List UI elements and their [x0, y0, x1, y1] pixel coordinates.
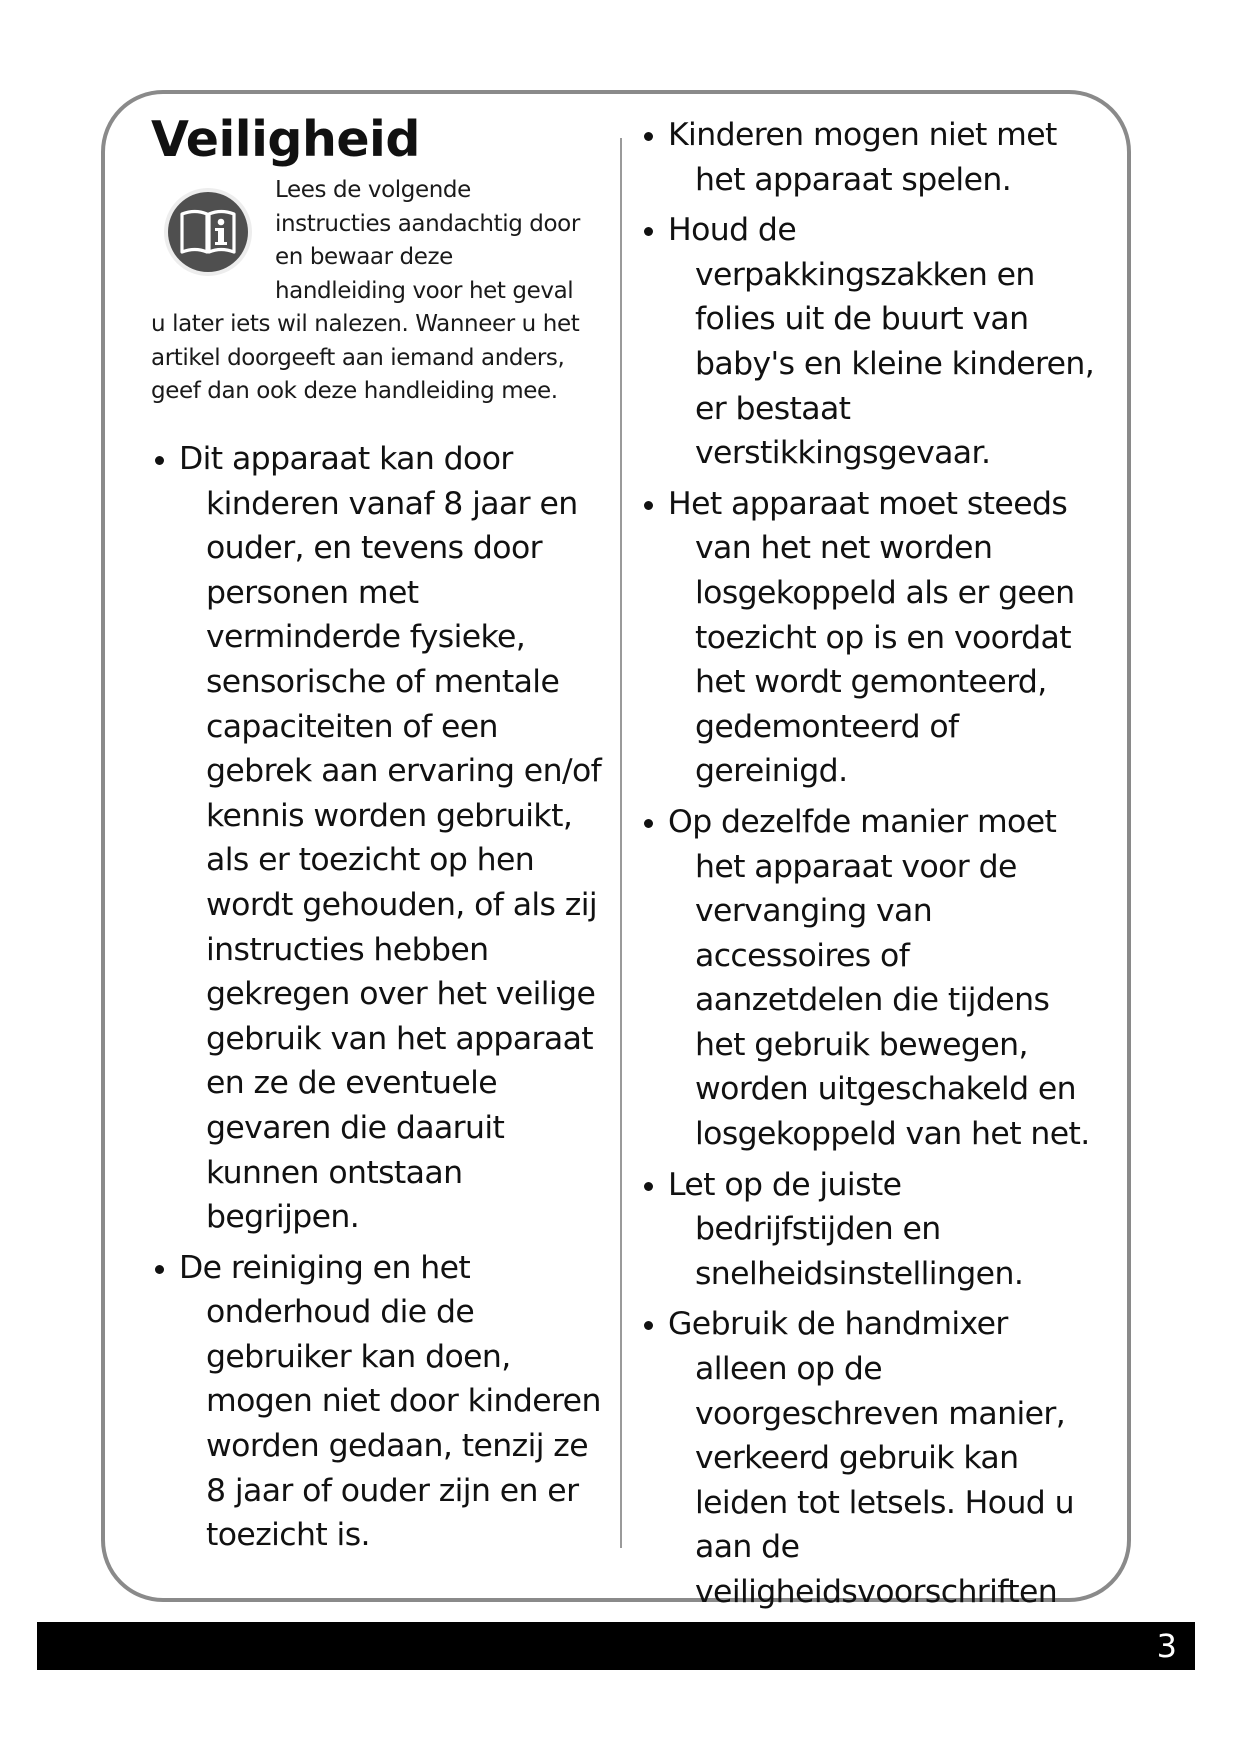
list-item-text: Let op de juiste bedrijfstijden en snelheidsinstellingen.	[668, 1166, 1024, 1292]
bullet-icon	[644, 501, 653, 510]
list-item	[151, 1246, 606, 1558]
list-item	[640, 800, 1095, 1157]
list-item-text: Op dezelfde manier moet het apparaat voor de vervanging van accessoires of aanzetdelen die tijdens het gebruik bewegen, worden uitgeschakeld en losgekoppeld van het net.	[668, 803, 1090, 1153]
list-item-text: De reiniging en het onderhoud die de gebruiker kan doen, mogen niet door kinderen worden gedaan, tenzij ze 8 jaar of ouder zijn en er toezicht is.	[179, 1249, 601, 1554]
list-item	[640, 208, 1095, 476]
list-item-text: Gebruik de handmixer alleen op de voorgeschreven manier, verkeerd gebruik kan leiden tot letsels. Houd u aan de veiligheidsvoorschriften	[668, 1306, 1074, 1610]
bullet-icon	[155, 456, 164, 465]
bullet-icon	[644, 1182, 653, 1191]
bullet-icon	[644, 132, 653, 141]
bullet-icon	[644, 819, 653, 828]
list-item	[640, 1302, 1095, 1614]
intro-text: Lees de volgende instructies aandachtig door en bewaar deze handleiding voor het geval u later iets wil nalezen. Wanneer u het artikel doorgeeft aan iemand anders, geef dan ook deze handleiding mee.	[151, 177, 580, 404]
page-title: Veiligheid	[151, 111, 420, 168]
list-item-text: Kinderen mogen niet met het apparaat spelen.	[668, 117, 1057, 198]
list-item	[640, 482, 1095, 794]
footer-bar	[37, 1622, 1195, 1670]
bullet-icon	[644, 227, 653, 236]
list-item-text: Het apparaat moet steeds van het net worden losgekoppeld als er geen toezicht op is en voordat het wordt gemonteerd, gedemonteerd of gereinigd.	[668, 485, 1075, 790]
bullet-icon	[155, 1265, 164, 1274]
safety-list-right	[640, 113, 1095, 1621]
page-number: 3	[1156, 1627, 1177, 1665]
column-divider	[620, 138, 622, 1548]
list-item-text: Houd de verpakkingszakken en folies uit de buurt van baby's en kleine kinderen, er bestaat verstikkingsgevaar.	[668, 212, 1095, 472]
bullet-icon	[644, 1321, 653, 1330]
safety-list-left	[151, 437, 606, 1564]
list-item	[640, 113, 1095, 202]
list-item	[640, 1163, 1095, 1297]
list-item	[151, 437, 606, 1240]
list-item-text: Dit apparaat kan door kinderen vanaf 8 jaar en ouder, en tevens door personen met verminderde fysieke, sensorische of mentale capaciteiten of een gebrek aan ervaring en/of kennis worden gebruikt, als er toezicht op hen wordt gehouden, of als zij instructies hebben gekregen over het veilige gebruik van het apparaat en ze de eventuele gevaren die daaruit kunnen ontstaan begrijpen.	[179, 441, 602, 1236]
